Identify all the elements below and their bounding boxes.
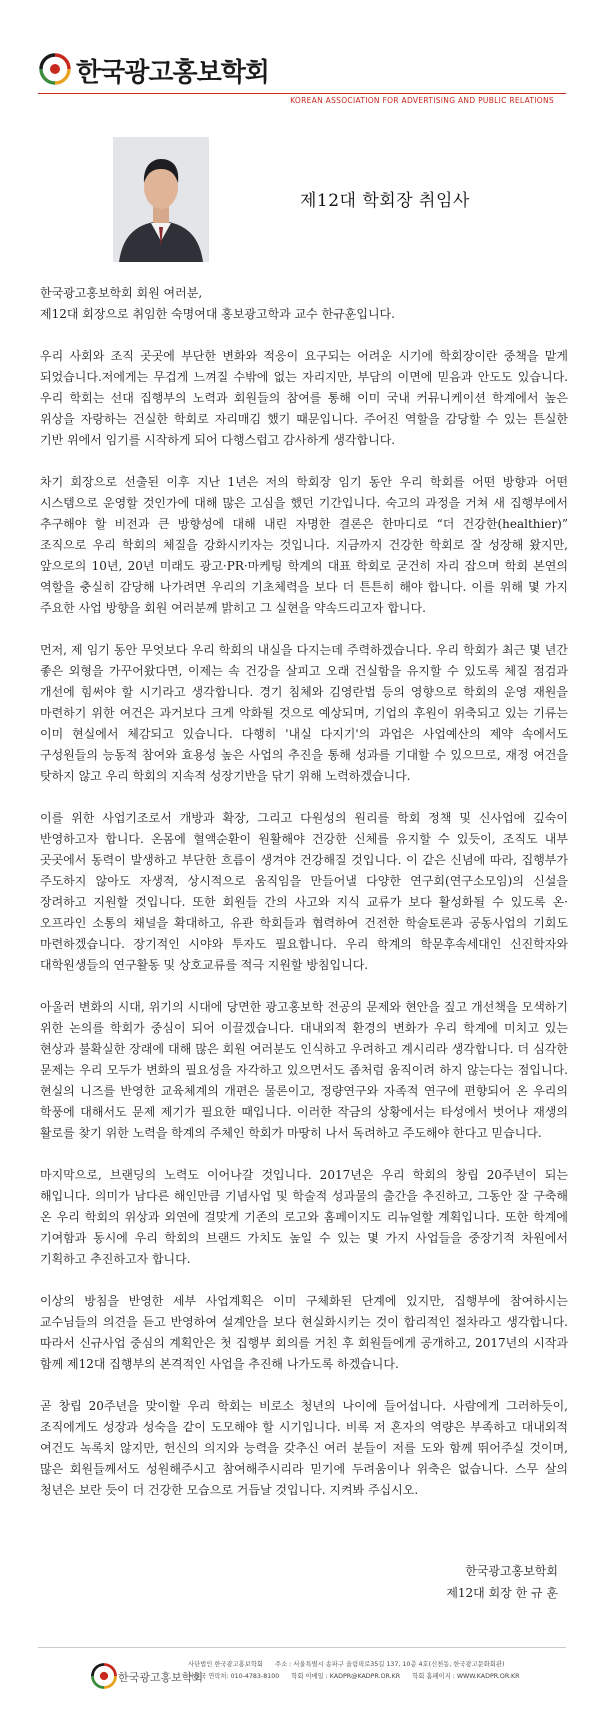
footer-phone: 사무국 연락처: 010-4783-8100 xyxy=(188,1673,280,1680)
footer-address: 주소 : 서울특별시 송파구 올림픽로35길 137, 10층 4호(신천동, 한국광고문화회관) xyxy=(275,1661,505,1668)
header-divider xyxy=(38,93,566,94)
paragraph-8: 곧 창립 20주년을 맞이할 우리 학회는 비로소 청년의 나이에 들어섭니다. 사람에게 그러하듯이, 조직에게도 성장과 성숙을 같이 도모해야 할 시기입니다. 비록 저 혼자의 역량은 부족하고 대내외적 여건도 녹록치 않지만, 헌신의 의지와 능력을 갖추신 여러 분들이 저를 도와 함께 뛰어주실 것이며, 많은 회원들께서도 성원해주시고 참여해주시리라 믿기에 두려움이나 위축은 없습니다. 스무 살의 청년은 보란 듯이 더 건강한 모습으로 거듭날 것입니다. 지켜봐 주십시오. xyxy=(40,1399,568,1497)
org-name-english: KOREAN ASSOCIATION FOR ADVERTISING AND PUBLIC RELATIONS xyxy=(290,96,554,105)
paragraph-3: 먼저, 제 임기 동안 무엇보다 우리 학회의 내실을 다지는데 주력하겠습니다. 우리 학회가 최근 몇 년간 좋은 외형을 가꾸어왔다면, 이제는 속 건강을 살피고 오래 건실함을 유지할 수 있도록 체질 점검과 개선에 힘써야 할 시기라고 생각합니다. 경기 침체와 김영란법 등의 영향으로 학회의 운영 재원을 마련하기 위한 여건은 과거보다 크게 악화될 것으로 예상되며, 기업의 후원이 위축되고 있는 기류는 이미 현실에서 체감되고 있습니다. 다행히 '내실 다지기'의 과업은 사업예산의 제약 속에서도 구성원들의 능동적 참여와 효용성 높은 사업의 추진을 통해 성과를 기대할 수 있으므로, 재정 여건을 탓하지 않고 우리 학회의 지속적 성장기반을 닦기 위해 노력하겠습니다. xyxy=(40,643,568,783)
paragraph-6: 마지막으로, 브랜딩의 노력도 이어나갈 것입니다. 2017년은 우리 학회의 창립 20주년이 되는 해입니다. 의미가 남다른 해인만큼 기념사업 및 학술적 성과물의 출간을 추진하고, 그동안 잘 구축해 온 우리 학회의 위상과 외연에 걸맞게 기존의 로고와 홈페이지도 리뉴얼할 계획입니다. 또한 학계에 기여함과 동시에 우리 학회의 브랜드 가치도 높일 수 있는 몇 가지 사업들을 중장기적 차원에서 기획하고 추진하고자 합니다. xyxy=(40,1168,568,1266)
president-photo xyxy=(113,137,209,262)
footer-logo-icon xyxy=(90,1662,118,1690)
footer-divider xyxy=(38,1647,566,1648)
paragraph-2: 차기 회장으로 선출된 이후 지난 1년은 저의 학회장 임기 동안 우리 학회를 어떤 방향과 어떤 시스템으로 운영할 것인가에 대해 많은 고심을 했던 기간입니다. 숙고의 과정을 거쳐 새 집행부에서 추구해야 할 비전과 큰 방향성에 대해 내린 자명한 결론은 한마디로 “더 건강한(healthier)” 조직으로 우리 학회의 체질을 강화시키자는 것입니다. 지금까지 건강한 학회로 잘 성장해 왔지만, 앞으로의 10년, 20년 미래도 광고·PR·마케팅 학계의 대표 학회로 굳건히 자리 잡으며 학회 본연의 역할을 충실히 감당해 나가려면 우리의 기초체력을 보다 더 튼튼히 해야 합니다. 이를 위해 몇 가지 주요한 사업 방향을 회원 여러분께 밝히고 그 실현을 약속드리고자 합니다. xyxy=(40,475,568,615)
letterhead xyxy=(0,0,600,120)
footer-email: 학회 이메일 : KADPR@KADPR.OR.KR xyxy=(291,1673,401,1680)
org-name: 한국광고홍보학회 xyxy=(76,58,269,88)
paragraph-7: 이상의 방침을 반영한 세부 사업계획은 이미 구체화된 단계에 있지만, 집행부에 참여하시는 교수님들의 의견을 듣고 반영하여 설계안을 보다 현실화시키는 것이 합리적인 절차라고 생각합니다. 따라서 신규사업 중심의 계획안은 첫 집행부 회의를 거친 후 회원들에게 공개하고, 2017년의 시작과 함께 제12대 집행부의 본격적인 사업을 추진해 나가도록 하겠습니다. xyxy=(40,1294,568,1371)
footer-info xyxy=(188,1659,568,1683)
paragraph-5: 아울러 변화의 시대, 위기의 시대에 당면한 광고홍보학 전공의 문제와 현안을 짚고 개선책을 모색하기 위한 논의를 학회가 중심이 되어 이끌겠습니다. 대내외적 환경의 변화가 우리 학계에 미치고 있는 현상과 불확실한 장래에 대해 많은 회원 여러분도 인식하고 우려하고 계시리라 생각합니다. 더 심각한 문제는 우리 모두가 변화의 필요성을 자각하고 있으면서도 좀처럼 움직이려 하지 않는다는 점입니다. 현실의 니즈를 반영한 교육체계의 개편은 물론이고, 정량연구와 자족적 연구에 편향되어 온 우리의 학풍에 대해서도 문제 제기가 필요한 때입니다. 이러한 작금의 상황에서는 타성에서 벗어나 재생의 활로를 찾기 위한 노력을 학계의 주체인 학회가 마땅히 나서 독려하고 주도해야 한다고 믿습니다. xyxy=(40,1000,568,1140)
paragraph-greeting: 한국광고홍보학회 회원 여러분, 제12대 회장으로 취임한 숙명여대 홍보광고학과 교수 한규훈입니다. xyxy=(40,286,395,321)
speech-body xyxy=(40,283,568,1522)
paragraph-1: 우리 사회와 조직 곳곳에 부단한 변화와 적응이 요구되는 어려운 시기에 학회장이란 중책을 맡게 되었습니다.저에게는 무겁게 느껴질 수밖에 없는 자리지만, 부담의 이면에 믿음과 안도도 있습니다. 우리 학회는 선대 집행부의 노력과 회원들의 참여를 통해 이미 국내 커뮤니케이션 학계에서 높은 위상을 자랑하는 건실한 학회로 자리매김 했기 때문입니다. 주어진 역할을 감당할 수 있는 튼실한 기반 위에서 임기를 시작하게 되어 다행스럽고 감사하게 생각합니다. xyxy=(40,349,568,447)
document-title: 제12대 학회장 취임사 xyxy=(300,191,470,211)
signature-block xyxy=(446,1560,558,1604)
footer-org: 사단법인 한국광고홍보학회 xyxy=(188,1661,263,1668)
society-logo-icon xyxy=(38,52,72,86)
portrait-image xyxy=(113,137,209,262)
signature-name: 제12대 회장 한 규 훈 xyxy=(446,1586,558,1600)
signature-org: 한국광고홍보학회 xyxy=(465,1564,558,1578)
footer-homepage: 학회 홈페이지 : WWW.KADPR.OR.KR xyxy=(412,1673,520,1680)
paragraph-4: 이를 위한 사업기조로서 개방과 확장, 그리고 다원성의 원리를 학회 정책 및 신사업에 깊숙이 반영하고자 합니다. 온몸에 혈액순환이 원활해야 건강한 신체를 유지할 수 있듯이, 조직도 내부 곳곳에서 동력이 발생하고 부단한 흐름이 생겨야 건강해질 것입니다. 이 같은 신념에 따라, 집행부가 주도하지 않아도 자생적, 상시적으로 움직임을 만들어낼 다양한 연구회(연구소모임)의 신설을 장려하고 지원할 것입니다. 또한 회원들 간의 사고와 지식 교류가 보다 활성화될 수 있도록 온·오프라인 소통의 채널을 확대하고, 유관 학회들과 협력하여 건전한 학술토론과 공동사업의 기회도 마련하겠습니다. 장기적인 시야와 투자도 필요합니다. 우리 학계의 학문후속세대인 신진학자와 대학원생들의 연구활동 및 상호교류를 적극 지원할 방침입니다. xyxy=(40,811,568,972)
footer-logo-text: 한국광고홍보학회 xyxy=(118,1671,204,1684)
